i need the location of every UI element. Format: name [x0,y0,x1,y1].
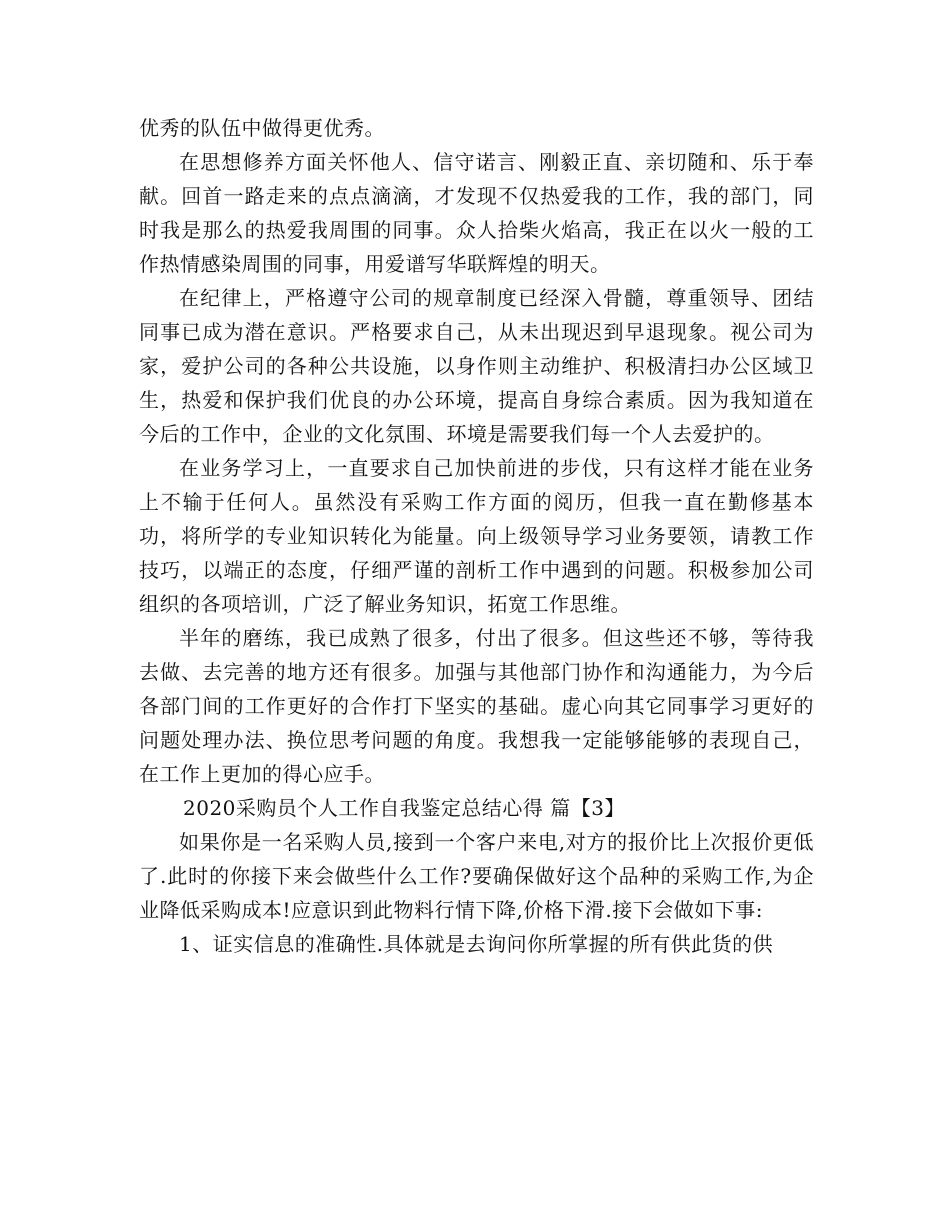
paragraph-discipline: 在纪律上，严格遵守公司的规章制度已经深入骨髓，尊重领导、团结同事已成为潜在意识。严格要求自己，从未出现迟到早退现象。视公司为家，爱护公司的各种公共设施，以身作则主动维护、积极清扫办公区域卫生，热爱和保护我们优良的办公环境，提高自身综合素质。因为我知道在今后的工作中，企业的文化氛围、环境是需要我们每一个人去爱护的。 [139,286,814,446]
paragraph-step-1: 1、证实信息的准确性.具体就是去询问你所掌握的所有供此货的供 [179,932,774,956]
paragraph-half-year: 半年的磨练，我已成熟了很多，付出了很多。但这些还不够，等待我去做、去完善的地方还有很多。加强与其他部门协作和沟通能力，为今后各部门间的工作更好的合作打下坚实的基础。虚心向其它同事学习更好的问题处理办法、换位思考问题的角度。我想我一定能够能够的表现自己，在工作上更加的得心应手。 [139,626,814,786]
paragraph-thought: 在思想修养方面关怀他人、信守诺言、刚毅正直、亲切随和、乐于奉献。回首一路走来的点点滴滴，才发现不仅热爱我的工作，我的部门，同时我是那么的热爱我周围的同事。众人拾柴火焰高，我正在以火一般的工作热情感染周围的同事，用爱谱写华联辉煌的明天。 [139,150,814,276]
paragraph-continuation: 优秀的队伍中做得更优秀。 [139,116,385,140]
paragraph-study: 在业务学习上，一直要求自己加快前进的步伐，只有这样才能在业务上不输于任何人。虽然没有采购工作方面的阅历，但我一直在勤修基本功，将所学的专业知识转化为能量。向上级领导学习业务要领，请教工作技巧，以端正的态度，仔细严谨的剖析工作中遇到的问题。积极参加公司组织的各项培训，广泛了解业务知识，拓宽工作思维。 [139,456,814,616]
document-body [139,111,814,961]
paragraph-scenario: 如果你是一名采购人员,接到一个客户来电,对方的报价比上次报价更低了.此时的你接下来会做些什么工作?要确保做好这个品种的采购工作,为企业降低采购成本!应意识到此物料行情下降,价格下滑.接下会做如下事: [139,830,814,922]
section-heading: 2020采购员个人工作自我鉴定总结心得 篇【3】 [183,796,625,820]
